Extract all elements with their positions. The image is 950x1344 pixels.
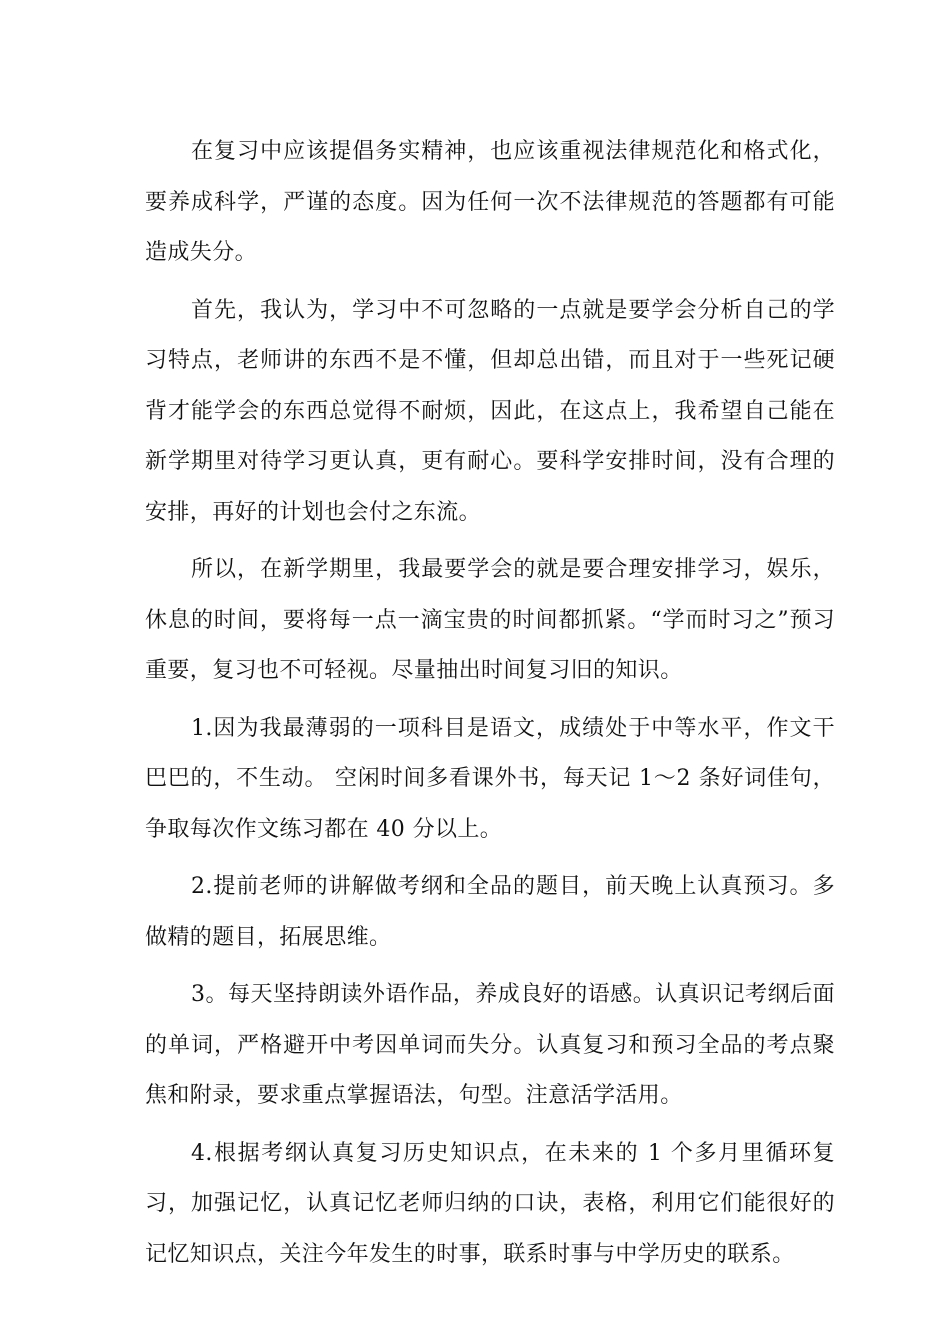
- paragraph-item-1: 1.因为我最薄弱的一项科目是语文，成绩处于中等水平，作文干巴巴的，不生动。 空闲时间多看课外书，每天记 1～2 条好词佳句，争取每次作文练习都在 40 分以上。: [145, 715, 835, 842]
- paragraph-item-4: 4.根据考纲认真复习历史知识点，在未来的 1 个多月里循环复习，加强记忆，认真记忆老师归纳的口诀，表格，利用它们能很好的记忆知识点，关注今年发生的时事，联系时事与中学历史的联系。: [145, 1140, 835, 1267]
- paragraph-item-3: 3。每天坚持朗读外语作品，养成良好的语感。认真识记考纲后面的单词，严格避开中考因单词而失分。认真复习和预习全品的考点聚焦和附录，要求重点掌握语法，句型。注意活学活用。: [145, 982, 835, 1108]
- paragraph-schedule: 所以，在新学期里，我最要学会的就是要合理安排学习，娱乐，休息的时间，要将每一点一滴宝贵的时间都抓紧。“学而时习之”预习重要，复习也不可轻视。尽量抽出时间复习旧的知识。: [145, 557, 835, 683]
- document-page: [145, 127, 835, 1287]
- paragraph-first: 首先，我认为，学习中不可忽略的一点就是要学会分析自己的学习特点，老师讲的东西不是不懂，但却总出错，而且对于一些死记硬背才能学会的东西总觉得不耐烦，因此，在这点上，我希望自己能在新学期里对待学习更认真，更有耐心。要科学安排时间，没有合理的安排，再好的计划也会付之东流。: [145, 297, 835, 525]
- paragraph-item-2: 2.提前老师的讲解做考纲和全品的题目，前天晚上认真预习。多做精的题目，拓展思维。: [145, 874, 835, 950]
- paragraph-intro: 在复习中应该提倡务实精神，也应该重视法律规范化和格式化，要养成科学，严谨的态度。因为任何一次不法律规范的答题都有可能造成失分。: [145, 139, 835, 265]
